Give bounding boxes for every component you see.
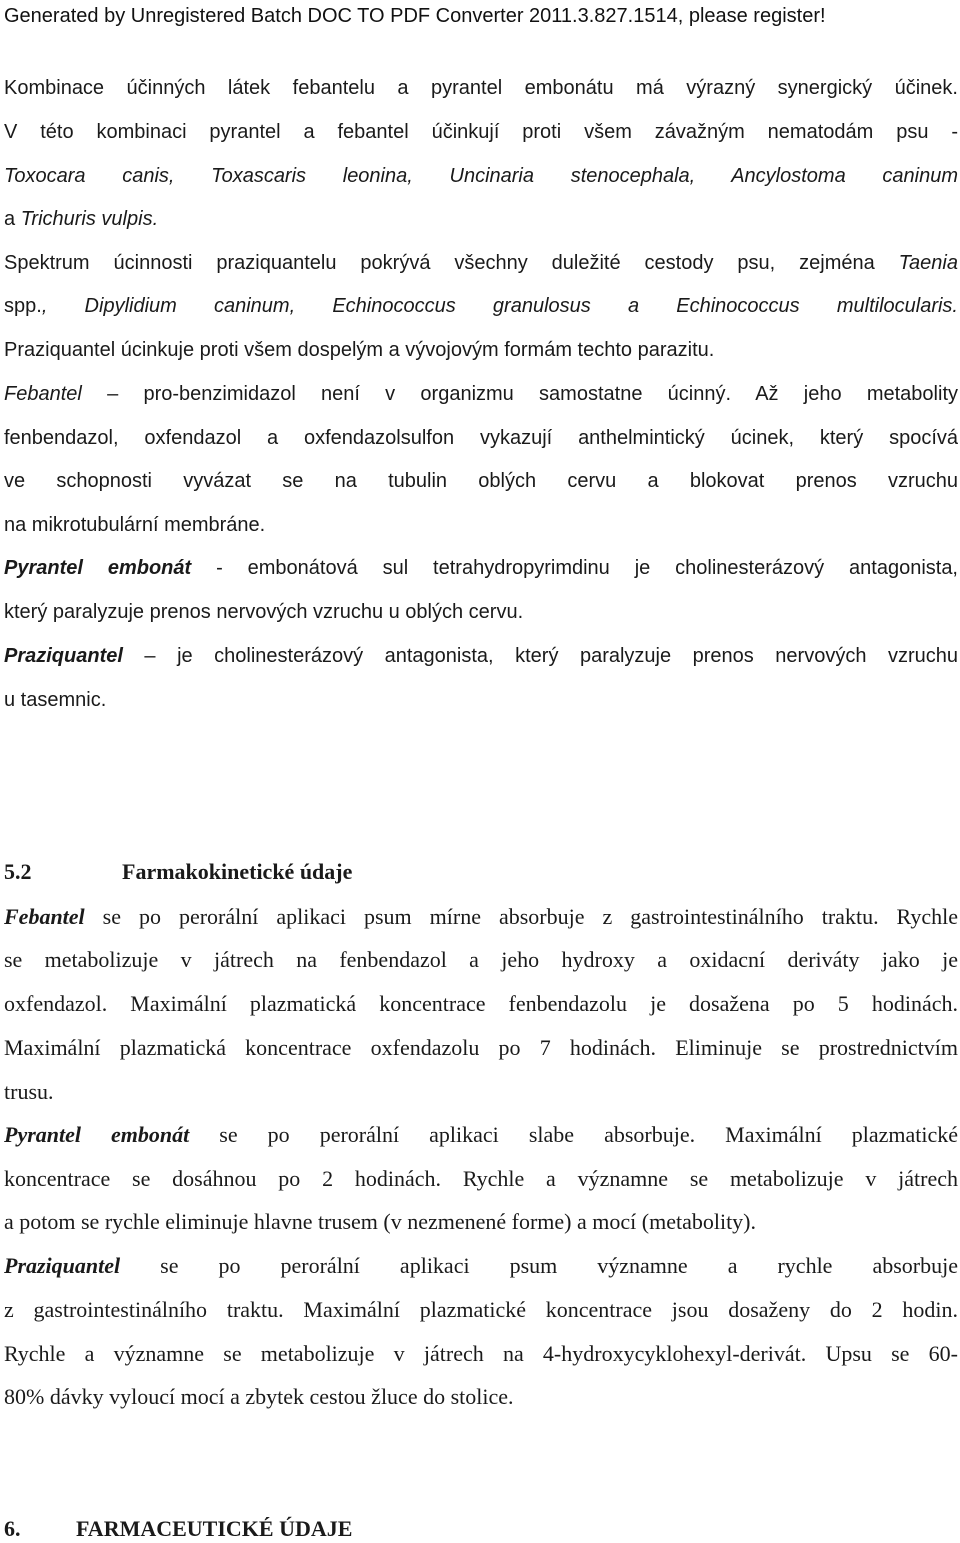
- section-heading-5-2: [4, 858, 958, 886]
- term-febantel: Febantel: [4, 383, 82, 405]
- species-name: Taenia: [898, 252, 958, 274]
- species-name: Trichuris vulpis.: [20, 208, 159, 230]
- paragraph-line: Maximální plazmatická koncentrace oxfendazolu po 7 hodinách. Eliminuje se prostrednictvím: [4, 1035, 958, 1060]
- paragraph-line: Rychle a významne se metabolizuje v játrech na 4-hydroxycyklohexyl-derivát. Upsu se 60-: [4, 1341, 958, 1366]
- paragraph-line: [4, 292, 958, 320]
- paragraph-line: ve schopnosti vyvázat se na tubulin oblých cervu a blokovat prenos vzruchu: [4, 470, 958, 492]
- paragraph-line: na mikrotubulární membráne.: [4, 514, 266, 536]
- paragraph-line: [4, 205, 958, 233]
- section-number: 6.: [4, 1516, 21, 1541]
- paragraph-line: [4, 380, 958, 408]
- term-pyrantel: Pyrantel embonát: [4, 1122, 190, 1147]
- section-title: FARMACEUTICKÉ ÚDAJE: [76, 1516, 353, 1541]
- text-run: spp.: [4, 295, 42, 317]
- paragraph-line: Kombinace účinných látek febantelu a pyrantel embonátu má výrazný synergický účinek.: [4, 77, 958, 99]
- text-run: – je cholinesterázový antagonista, který paralyzuje prenos nervových vzruchu: [122, 645, 958, 667]
- species-name: , Dipylidium caninum, Echinococcus granulosus a Echinococcus multilocularis.: [41, 295, 958, 317]
- text-run: Spektrum úcinnosti praziquantelu pokrývá všechny duležité cestody psu, zejména: [4, 252, 899, 274]
- paragraph-line: V této kombinaci pyrantel a febantel účinkují proti všem závažným nematodám psu -: [4, 121, 958, 143]
- paragraph-line: se metabolizuje v játrech na fenbendazol a jeho hydroxy a oxidacní deriváty jako je: [4, 947, 958, 972]
- converter-banner: Generated by Unregistered Batch DOC TO PDF Converter 2011.3.827.1514, please register!: [4, 5, 826, 27]
- paragraph-line: [4, 903, 958, 931]
- term-praziquantel: Praziquantel: [4, 1253, 121, 1278]
- paragraph-line: fenbendazol, oxfendazol a oxfendazolsulfon vykazují anthelmintický úcinek, který spocívá: [4, 427, 958, 449]
- paragraph-line: [4, 554, 958, 582]
- paragraph-line: koncentrace se dosáhnou po 2 hodinách. Rychle a významne se metabolizuje v játrech: [4, 1166, 958, 1191]
- paragraph-line: [4, 642, 958, 670]
- paragraph-line: a potom se rychle eliminuje hlavne trusem (v nezmenené forme) a mocí (metabolity).: [4, 1209, 757, 1234]
- text-run: se po perorální aplikaci slabe absorbuje. Maximální plazmatické: [189, 1122, 958, 1147]
- text-run: a: [4, 208, 21, 230]
- paragraph-line: [4, 1121, 958, 1149]
- paragraph-line: [4, 249, 958, 277]
- term-febantel: Febantel: [4, 904, 85, 929]
- text-run: se po perorální aplikaci psum mírne absorbuje z gastrointestinálního traktu. Rychle: [84, 904, 958, 929]
- paragraph-line: který paralyzuje prenos nervových vzruchu u oblých cervu.: [4, 601, 524, 623]
- section-title: Farmakokinetické údaje: [122, 859, 353, 884]
- term-praziquantel: Praziquantel: [4, 645, 123, 667]
- paragraph-line: Toxocara canis, Toxascaris leonina, Uncinaria stenocephala, Ancylostoma caninum: [4, 165, 958, 187]
- paragraph-line: oxfendazol. Maximální plazmatická koncentrace fenbendazolu je dosažena po 5 hodinách.: [4, 991, 958, 1016]
- paragraph-line: 80% dávky vyloucí mocí a zbytek cestou žluce do stolice.: [4, 1384, 514, 1409]
- paragraph-line: Praziquantel úcinkuje proti všem dospelým a vývojovým formám techto parazitu.: [4, 339, 715, 361]
- paragraph-line: [4, 1252, 958, 1280]
- section-number: 5.2: [4, 859, 32, 884]
- text-run: – pro-benzimidazol není v organizmu samostatne úcinný. Až jeho metabolity: [81, 383, 958, 405]
- term-pyrantel: Pyrantel embonát: [4, 557, 192, 579]
- text-run: - embonátová sul tetrahydropyrimdinu je cholinesterázový antagonista,: [191, 557, 958, 579]
- paragraph-line: z gastrointestinálního traktu. Maximální plazmatické koncentrace jsou dosaženy do 2 hodin.: [4, 1297, 958, 1322]
- paragraph-line: u tasemnic.: [4, 689, 107, 711]
- paragraph-line: trusu.: [4, 1079, 54, 1104]
- text-run: se po perorální aplikaci psum významne a rychle absorbuje: [120, 1253, 958, 1278]
